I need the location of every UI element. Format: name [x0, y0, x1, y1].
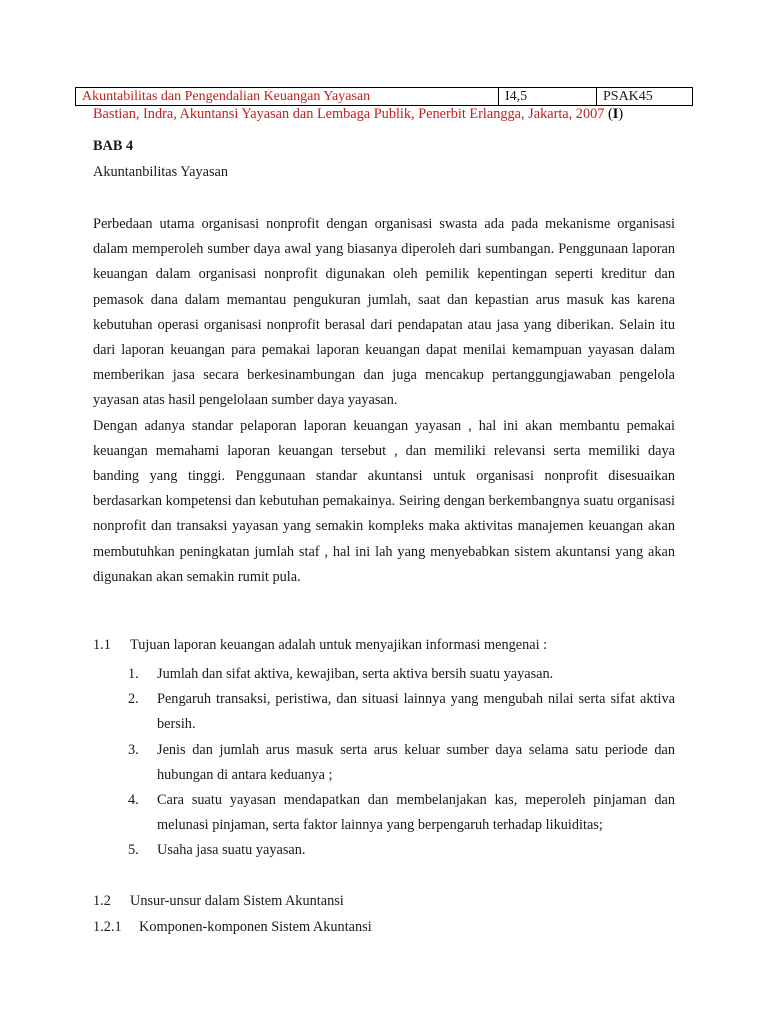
header-title: Akuntabilitas dan Pengendalian Keuangan Yayasan	[76, 88, 499, 106]
section-1-2-heading	[93, 893, 344, 910]
list-item-number: 1.	[128, 666, 139, 682]
chapter-title: Akuntanbilitas Yayasan	[93, 164, 229, 180]
body-text	[93, 212, 675, 590]
list-item	[93, 838, 675, 863]
chapter-label: BAB 4	[93, 138, 134, 154]
objectives-list	[93, 662, 675, 864]
header-row	[76, 88, 693, 106]
list-item	[93, 662, 675, 687]
list-item-number: 2.	[128, 691, 139, 708]
reference-mark-letter: I	[612, 106, 619, 122]
paragraph-2: Dengan adanya standar pelaporan laporan keuangan yayasan , hal ini akan membantu pemakai keuangan memahami laporan keuangan tersebut , dan memiliki relevansi serta memiliki daya banding yang tinggi. Penggunaan standar akuntansi untuk organisasi nonprofit disesuaikan berdasarkan kompetensi dan kebutuhan pemakainya. Seiring dengan berkembangnya suatu organisasi nonprofit dan transaksi yayasan yang semakin kompleks maka aktivitas manajemen keuangan akan membutuhkan peningkatan jumlah staf , hal ini lah yang menyebabkan sistem akuntansi yang akan digunakan akan semakin rumit pula.	[93, 417, 675, 585]
list-item-number: 5.	[128, 842, 139, 859]
list-item	[93, 738, 675, 788]
list-item-text: Jumlah dan sifat aktiva, kewajiban, serta aktiva bersih suatu yayasan.	[157, 666, 554, 682]
reference-text: Bastian, Indra, Akuntansi Yayasan dan Lembaga Publik, Penerbit Erlangga, Jakarta, 2007	[93, 106, 605, 122]
list-item	[93, 788, 675, 838]
section-1-2-1-title: Komponen-komponen Sistem Akuntansi	[139, 919, 372, 935]
section-1-1-heading	[93, 637, 547, 654]
section-1-2-1-heading	[93, 919, 372, 936]
section-1-2-1-number: 1.2.1	[93, 919, 122, 935]
section-1-2-title: Unsur-unsur dalam Sistem Akuntansi	[130, 893, 344, 909]
list-item-text: Usaha jasa suatu yayasan.	[157, 842, 306, 859]
header-code: I4,5	[499, 88, 597, 106]
section-1-2-number: 1.2	[93, 893, 111, 909]
paragraph-1: Perbedaan utama organisasi nonprofit dengan organisasi swasta ada pada mekanisme organisasi dalam memperoleh sumber daya awal yang biasanya diperoleh dari sumbangan. Penggunaan laporan keuangan dalam organisasi nonprofit digunakan oleh pemilik kepentingan seperti kreditur dan pemasok dana dalam memantau pengukuran jumlah, saat dan kepastian arus masuk kas karena kebutuhan operasi organisasi nonprofit berasal dari pendapatan atau jasa yang diberikan. Selain itu dari laporan keuangan para pemakai laporan keuangan dapat menilai kemampuan yayasan dalam memberikan jasa secara berkesinambungan dan juga mencakup pertanggungjawaban pengelola yayasan atas hasil pengelolaan sumber daya yayasan.	[93, 216, 675, 409]
header-table	[75, 87, 693, 106]
list-item-text: Jenis dan jumlah arus masuk serta arus keluar sumber daya selama satu periode dan hubungan di antara keduanya ;	[157, 741, 675, 783]
list-item-number: 4.	[128, 792, 139, 809]
reference-mark-open: (	[607, 106, 613, 122]
list-item-text: Cara suatu yayasan mendapatkan dan membelanjakan kas, meperoleh pinjaman dan melunasi pinjaman, serta faktor lainnya yang berpengaruh terhadap likuiditas;	[157, 792, 675, 834]
list-item-text: Pengaruh transaksi, peristiwa, dan situasi lainnya yang mengubah nilai serta sifat aktiva bersih.	[157, 691, 675, 733]
reference-line	[93, 106, 623, 123]
reference-mark	[608, 106, 623, 122]
header-standard: PSAK45	[597, 88, 693, 106]
reference-mark-close: )	[618, 106, 624, 122]
section-1-1-number: 1.1	[93, 637, 111, 653]
section-1-1-title: Tujuan laporan keuangan adalah untuk menyajikan informasi mengenai :	[130, 637, 548, 653]
list-item-number: 3.	[128, 741, 139, 758]
list-item	[93, 687, 675, 737]
